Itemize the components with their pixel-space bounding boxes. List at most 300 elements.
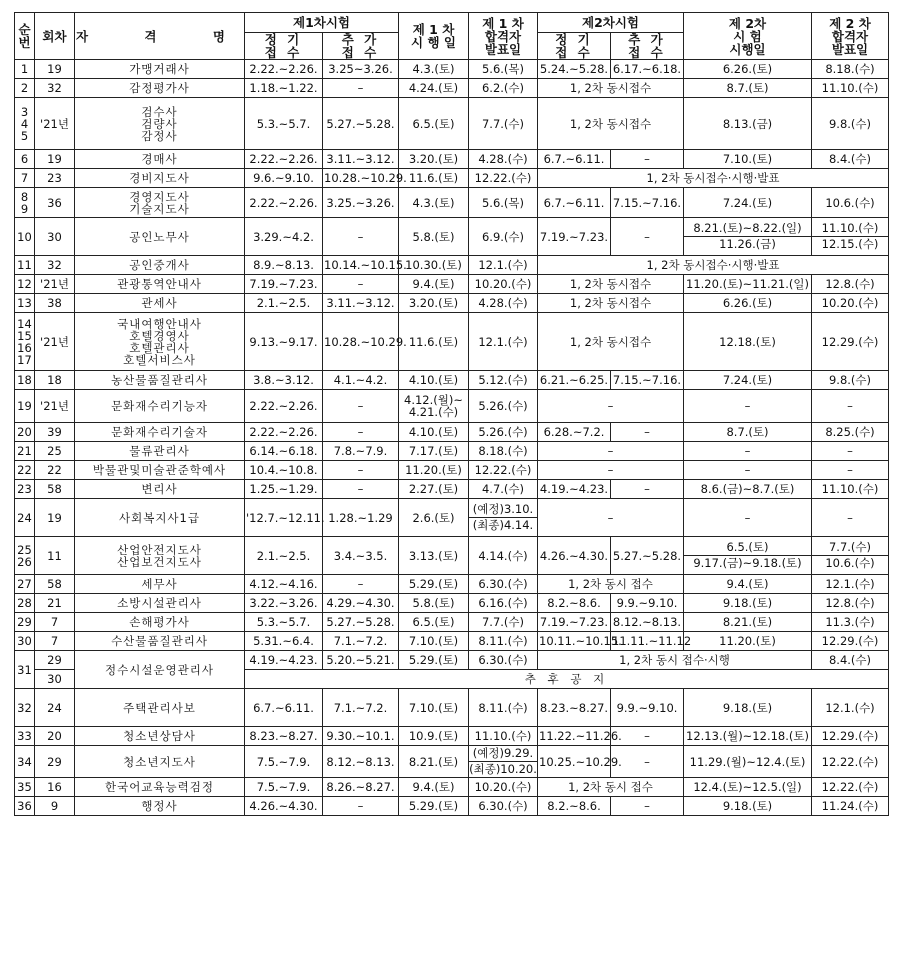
cell-round: 7 [35, 632, 75, 651]
cell-exam1-regular: 2.22.~2.26. [245, 60, 323, 79]
cell-exam1-add: 7.1.~7.2. [323, 689, 399, 727]
cell-exam1-date: 5.29.(토) [399, 651, 469, 670]
cell-exam2-result: 9.8.(수) [812, 98, 889, 150]
cell-round: 30 [35, 218, 75, 256]
cell-exam1-result: 12.1.(수) [469, 313, 538, 371]
cell-exam1-date: 7.17.(토) [399, 442, 469, 461]
cell-exam1-regular: 5.3.~5.7. [245, 613, 323, 632]
cell-exam1-add: 1.28.~1.29 [323, 499, 399, 537]
cell-exam2-combined: 1, 2차 동시 접수 [538, 575, 684, 594]
cell-exam1-add: 5.27.~5.28. [323, 613, 399, 632]
cell-exam2-result [812, 218, 889, 256]
header-name: 자 격 명 [75, 13, 245, 60]
table-row [15, 98, 889, 150]
table-row [15, 797, 889, 816]
cell-exam1-result: 4.14.(수) [469, 537, 538, 575]
cell-exam1-regular: 8.23.~8.27. [245, 727, 323, 746]
cell-exam2-date: 7.24.(토) [684, 188, 812, 218]
table-row [15, 594, 889, 613]
cell-exam2-regular: 6.7.~6.11. [538, 188, 611, 218]
cell-seq: 25 26 [15, 537, 35, 575]
cell-name: 경비지도사 [75, 169, 245, 188]
cell-exam1-regular: 5.31.~6.4. [245, 632, 323, 651]
cell-exam2-result: 8.4.(수) [812, 651, 889, 670]
cell-round: 19 [35, 150, 75, 169]
cell-exam1-regular: 8.9.~8.13. [245, 256, 323, 275]
cell-exam2-combined: 1, 2차 동시접수·시행·발표 [538, 169, 889, 188]
cell-seq: 11 [15, 256, 35, 275]
cell-round: '21년 [35, 313, 75, 371]
cell-seq: 12 [15, 275, 35, 294]
cell-exam1-regular: 7.5.~7.9. [245, 778, 323, 797]
cell-exam1-result: 12.22.(수) [469, 461, 538, 480]
cell-exam1-date: 10.30.(토) [399, 256, 469, 275]
cell-exam2-date: 12.18.(토) [684, 313, 812, 371]
cell-exam1-result: 5.12.(수) [469, 371, 538, 390]
cell-exam1-date: 10.9.(토) [399, 727, 469, 746]
cell-seq: 27 [15, 575, 35, 594]
cell-round: 20 [35, 727, 75, 746]
table-row [15, 461, 889, 480]
cell-exam2-add: 9.9.~9.10. [611, 594, 684, 613]
cell-exam2-combined: 1, 2차 동시접수·시행·발표 [538, 256, 889, 275]
cell-exam1-date: 2.27.(토) [399, 480, 469, 499]
cell-exam1-result: 12.22.(수) [469, 169, 538, 188]
cell-exam2-result: 12.29.(수) [812, 632, 889, 651]
cell-seq: 24 [15, 499, 35, 537]
cell-round: 58 [35, 480, 75, 499]
cell-name: 청소년상담사 [75, 727, 245, 746]
cell-name: 경영지도사 기술지도사 [75, 188, 245, 218]
cell-name: 수산물품질관리사 [75, 632, 245, 651]
header-exam1-date: 제 1 차 시 행 일 [399, 13, 469, 60]
cell-exam1-regular: 2.22.~2.26. [245, 423, 323, 442]
cell-exam2-date: 11.29.(월)~12.4.(토) [684, 746, 812, 778]
cell-seq: 30 [15, 632, 35, 651]
cell-exam2-regular: 8.23.~8.27. [538, 689, 611, 727]
cell-round: '21년 [35, 98, 75, 150]
cell-seq: 2 [15, 79, 35, 98]
cell-round: 32 [35, 256, 75, 275]
cell-name: 소방시설관리사 [75, 594, 245, 613]
cell-name: 경매사 [75, 150, 245, 169]
table-row [15, 480, 889, 499]
cell-exam1-add: 5.20.~5.21. [323, 651, 399, 670]
header-exam2-regular: 정 기 접 수 [538, 33, 611, 60]
cell-name: 농산물품질관리사 [75, 371, 245, 390]
cell-exam2-result: 10.20.(수) [812, 294, 889, 313]
cell-round: 39 [35, 423, 75, 442]
cell-round: 19 [35, 60, 75, 79]
cell-name: 변리사 [75, 480, 245, 499]
cell-exam1-result: 12.1.(수) [469, 256, 538, 275]
cell-exam2-add: – [611, 797, 684, 816]
cell-exam1-add: 10.28.~10.29. [323, 313, 399, 371]
cell-exam2-date: 9.18.(토) [684, 594, 812, 613]
cell-exam1-add: 7.8.~7.9. [323, 442, 399, 461]
cell-exam2-regular: 4.26.~4.30. [538, 537, 611, 575]
cell-exam2-result: – [812, 461, 889, 480]
cell-exam1-regular: 2.22.~2.26. [245, 150, 323, 169]
cell-exam2-date: – [684, 390, 812, 423]
cell-exam1-add: – [323, 480, 399, 499]
header-exam2-date: 제 2차 시 험 시행일 [684, 13, 812, 60]
schedule-body [15, 60, 889, 816]
cell-exam2-result-bottom: 10.6.(수) [825, 556, 875, 570]
cell-exam1-result: 5.6.(목) [469, 188, 538, 218]
cell-exam2-add: – [611, 746, 684, 778]
schedule-table-wrapper [14, 12, 888, 816]
cell-round: 24 [35, 689, 75, 727]
cell-seq: 3 4 5 [15, 98, 35, 150]
cell-exam2-date: 8.21.(토) [684, 613, 812, 632]
cell-exam1-regular: 6.14.~6.18. [245, 442, 323, 461]
cell-exam2-combined: 1, 2차 동시접수 [538, 275, 684, 294]
cell-exam1-add: 8.26.~8.27. [323, 778, 399, 797]
cell-exam1-regular: 3.22.~3.26. [245, 594, 323, 613]
cell-exam2-combined: – [538, 499, 684, 537]
cell-exam1-result-top: (예정)9.29. [469, 746, 537, 762]
cell-exam2-date: 12.13.(월)~12.18.(토) [684, 727, 812, 746]
cell-exam2-result-top: 7.7.(수) [812, 540, 888, 556]
table-row [15, 423, 889, 442]
cell-exam2-date: 7.24.(토) [684, 371, 812, 390]
cell-exam2-date: 6.26.(토) [684, 294, 812, 313]
cell-exam2-date: 8.13.(금) [684, 98, 812, 150]
cell-seq: 20 [15, 423, 35, 442]
cell-exam1-regular: 10.4.~10.8. [245, 461, 323, 480]
table-row [15, 575, 889, 594]
cell-seq: 6 [15, 150, 35, 169]
cell-exam1-date: 11.6.(토) [399, 313, 469, 371]
cell-exam1-add: 10.14.~10.15. [323, 256, 399, 275]
cell-exam1-add: 3.25.~3.26. [323, 188, 399, 218]
cell-exam1-result: 8.18.(수) [469, 442, 538, 461]
table-row [15, 499, 889, 537]
cell-exam1-result [469, 746, 538, 778]
cell-exam2-date-top: 6.5.(토) [684, 540, 811, 556]
cell-exam1-date: 6.5.(토) [399, 613, 469, 632]
table-row [15, 188, 889, 218]
cell-exam1-date: 5.29.(토) [399, 575, 469, 594]
cell-seq: 28 [15, 594, 35, 613]
cell-name: 박물관및미술관준학예사 [75, 461, 245, 480]
cell-exam1-date: 4.12.(월)~ 4.21.(수) [399, 390, 469, 423]
cell-seq: 10 [15, 218, 35, 256]
cell-exam1-date: 4.3.(토) [399, 188, 469, 218]
cell-exam2-add: – [611, 218, 684, 256]
cell-name: 사회복지사1급 [75, 499, 245, 537]
cell-exam1-result: 4.7.(수) [469, 480, 538, 499]
table-row [15, 778, 889, 797]
cell-exam1-regular: 3.8.~3.12. [245, 371, 323, 390]
cell-exam2-date: 9.18.(토) [684, 797, 812, 816]
cell-name: 검수사 검량사 감정사 [75, 98, 245, 150]
cell-name: 문화재수리기술자 [75, 423, 245, 442]
table-row [15, 727, 889, 746]
cell-exam2-date: 9.18.(토) [684, 689, 812, 727]
cell-exam2-result: 12.29.(수) [812, 727, 889, 746]
cell-exam2-combined: – [538, 461, 684, 480]
cell-exam1-date: 7.10.(토) [399, 689, 469, 727]
cell-name: 주택관리사보 [75, 689, 245, 727]
cell-name: 청소년지도사 [75, 746, 245, 778]
cell-exam1-regular: 3.29.~4.2. [245, 218, 323, 256]
cell-exam2-result: – [812, 442, 889, 461]
cell-seq: 19 [15, 390, 35, 423]
cell-round: 32 [35, 79, 75, 98]
cell-exam2-result: – [812, 499, 889, 537]
cell-exam2-result: 12.8.(수) [812, 594, 889, 613]
cell-round: 21 [35, 594, 75, 613]
cell-seq: 14 15 16 17 [15, 313, 35, 371]
cell-exam1-add: – [323, 79, 399, 98]
cell-exam1-add: 4.29.~4.30. [323, 594, 399, 613]
cell-later-notice: 추 후 공 지 [245, 670, 889, 689]
cell-exam2-result: 12.22.(수) [812, 778, 889, 797]
table-row [15, 275, 889, 294]
cell-exam1-add: 4.1.~4.2. [323, 371, 399, 390]
cell-exam1-result: 8.11.(수) [469, 689, 538, 727]
cell-exam2-date: – [684, 461, 812, 480]
cell-exam2-result: 11.24.(수) [812, 797, 889, 816]
cell-exam2-date: 11.20.(토)~11.21.(일) [684, 275, 812, 294]
cell-exam1-result: 4.28.(수) [469, 150, 538, 169]
cell-exam1-add: 3.4.~3.5. [323, 537, 399, 575]
cell-exam1-date: 9.4.(토) [399, 778, 469, 797]
cell-exam2-result: 8.25.(수) [812, 423, 889, 442]
cell-exam2-result-bottom: 12.15.(수) [821, 237, 879, 251]
cell-exam1-date: 8.21.(토) [399, 746, 469, 778]
cell-exam2-regular: 8.2.~8.6. [538, 797, 611, 816]
cell-exam1-result [469, 499, 538, 537]
cell-exam1-result: 10.20.(수) [469, 778, 538, 797]
cell-name: 세무사 [75, 575, 245, 594]
cell-exam2-date: 8.7.(토) [684, 423, 812, 442]
cell-exam1-result: 6.30.(수) [469, 575, 538, 594]
cell-exam1-result: 4.28.(수) [469, 294, 538, 313]
cell-name: 산업안전지도사 산업보건지도사 [75, 537, 245, 575]
table-row [15, 313, 889, 371]
cell-round: 9 [35, 797, 75, 816]
cell-exam1-result: 6.2.(수) [469, 79, 538, 98]
cell-exam1-add: – [323, 461, 399, 480]
header-exam2-add: 추 가 접 수 [611, 33, 684, 60]
cell-exam1-date: 7.10.(토) [399, 632, 469, 651]
cell-exam1-regular: 1.18.~1.22. [245, 79, 323, 98]
cell-exam2-result: 10.6.(수) [812, 188, 889, 218]
cell-exam2-add: 6.17.~6.18. [611, 60, 684, 79]
cell-exam2-combined: – [538, 442, 684, 461]
cell-seq: 29 [15, 613, 35, 632]
cell-exam1-date: 4.10.(토) [399, 371, 469, 390]
cell-exam1-add: – [323, 797, 399, 816]
cell-exam1-result: 6.9.(수) [469, 218, 538, 256]
cell-exam2-regular: 6.7.~6.11. [538, 150, 611, 169]
cell-seq: 23 [15, 480, 35, 499]
cell-exam1-result: 7.7.(수) [469, 613, 538, 632]
cell-exam1-regular: 7.19.~7.23. [245, 275, 323, 294]
table-row [15, 390, 889, 423]
cell-exam2-date: 11.20.(토) [684, 632, 812, 651]
cell-exam2-add: 7.15.~7.16. [611, 371, 684, 390]
table-row [15, 537, 889, 575]
cell-name: 한국어교육능력검정 [75, 778, 245, 797]
cell-seq: 36 [15, 797, 35, 816]
cell-exam1-add: 10.28.~10.29. [323, 169, 399, 188]
table-row [15, 689, 889, 727]
cell-name: 손해평가사 [75, 613, 245, 632]
cell-exam2-result: 12.29.(수) [812, 313, 889, 371]
cell-exam2-combined: 1, 2차 동시접수 [538, 294, 684, 313]
cell-exam1-result: 10.20.(수) [469, 275, 538, 294]
cell-exam2-date-bottom: 11.26.(금) [719, 237, 776, 251]
table-row [15, 651, 889, 670]
cell-round: 16 [35, 778, 75, 797]
cell-exam2-result [812, 537, 889, 575]
cell-exam2-add: – [611, 423, 684, 442]
cell-exam2-regular: 10.11.~10.15. [538, 632, 611, 651]
cell-exam2-add: – [611, 480, 684, 499]
cell-exam1-date: 5.29.(토) [399, 797, 469, 816]
cell-exam2-regular: 10.25.~10.29. [538, 746, 611, 778]
cell-exam2-regular: 6.28.~7.2. [538, 423, 611, 442]
cell-exam2-result: 12.22.(수) [812, 746, 889, 778]
cell-exam1-add: 9.30.~10.1. [323, 727, 399, 746]
cell-seq: 18 [15, 371, 35, 390]
cell-round: 29 [35, 746, 75, 778]
cell-exam2-regular: 4.19.~4.23. [538, 480, 611, 499]
cell-exam2-regular: 7.19.~7.23. [538, 218, 611, 256]
table-row [15, 746, 889, 778]
cell-round: 36 [35, 188, 75, 218]
cell-exam1-regular: 2.22.~2.26. [245, 188, 323, 218]
cell-seq: 22 [15, 461, 35, 480]
header-exam1: 제1차시험 [245, 13, 399, 33]
cell-name: 관광통역안내사 [75, 275, 245, 294]
cell-exam1-add: – [323, 218, 399, 256]
cell-round: 11 [35, 537, 75, 575]
cell-exam1-result: 5.26.(수) [469, 390, 538, 423]
cell-exam1-date: 3.20.(토) [399, 294, 469, 313]
cell-exam2-result: 8.4.(수) [812, 150, 889, 169]
cell-exam2-regular: 11.22.~11.26. [538, 727, 611, 746]
cell-name: 공인중개사 [75, 256, 245, 275]
cell-seq: 33 [15, 727, 35, 746]
table-row [15, 79, 889, 98]
cell-seq: 34 [15, 746, 35, 778]
cell-round: 19 [35, 499, 75, 537]
cell-exam2-date-bottom: 9.17.(금)~9.18.(토) [693, 556, 802, 570]
cell-exam1-regular: '12.7.~12.11. [245, 499, 323, 537]
cell-round: 18 [35, 371, 75, 390]
cell-name: 감정평가사 [75, 79, 245, 98]
cell-exam1-result: 5.6.(목) [469, 60, 538, 79]
cell-name: 정수시설운영관리사 [75, 651, 245, 689]
cell-exam1-add: – [323, 390, 399, 423]
cell-exam1-add: 3.11.~3.12. [323, 294, 399, 313]
cell-exam1-regular: 5.3.~5.7. [245, 98, 323, 150]
cell-exam1-date: 5.8.(토) [399, 218, 469, 256]
cell-exam2-date: 7.10.(토) [684, 150, 812, 169]
cell-exam2-result-top: 11.10.(수) [812, 221, 888, 237]
cell-exam1-regular: 2.1.~2.5. [245, 537, 323, 575]
cell-exam2-add: – [611, 727, 684, 746]
cell-exam2-add: – [611, 150, 684, 169]
cell-exam1-date: 2.6.(토) [399, 499, 469, 537]
cell-seq: 13 [15, 294, 35, 313]
cell-exam2-combined: 1, 2차 동시접수 [538, 79, 684, 98]
cell-exam1-date: 3.13.(토) [399, 537, 469, 575]
cell-exam1-regular: 4.12.~4.16. [245, 575, 323, 594]
cell-seq: 35 [15, 778, 35, 797]
table-row [15, 442, 889, 461]
cell-round: 30 [35, 670, 75, 689]
cell-exam2-combined: 1, 2차 동시접수 [538, 98, 684, 150]
table-row [15, 294, 889, 313]
cell-exam1-date: 3.20.(토) [399, 150, 469, 169]
header-exam2: 제2차시험 [538, 13, 684, 33]
header-round: 회차 [35, 13, 75, 60]
cell-exam2-result: 12.1.(수) [812, 689, 889, 727]
cell-exam1-add: – [323, 423, 399, 442]
cell-exam2-result: 12.1.(수) [812, 575, 889, 594]
cell-exam2-combined: 1, 2차 동시 접수·시행 [538, 651, 812, 670]
cell-exam2-date: 9.4.(토) [684, 575, 812, 594]
header-exam2-result: 제 2 차 합격자 발표일 [812, 13, 889, 60]
cell-round: 22 [35, 461, 75, 480]
cell-name: 가맹거래사 [75, 60, 245, 79]
cell-name: 관세사 [75, 294, 245, 313]
table-row [15, 218, 889, 256]
cell-exam1-date: 6.5.(토) [399, 98, 469, 150]
cell-exam1-date: 4.24.(토) [399, 79, 469, 98]
table-row [15, 150, 889, 169]
cell-exam2-add: 8.12.~8.13. [611, 613, 684, 632]
cell-round: 7 [35, 613, 75, 632]
cell-exam2-date: 8.7.(토) [684, 79, 812, 98]
cell-exam1-result-bottom: (최종)10.20. [469, 762, 537, 776]
cell-round: 38 [35, 294, 75, 313]
cell-exam2-result: 9.8.(수) [812, 371, 889, 390]
cell-name: 행정사 [75, 797, 245, 816]
cell-exam1-date: 5.8.(토) [399, 594, 469, 613]
cell-name: 문화재수리기능자 [75, 390, 245, 423]
cell-exam2-combined: 1, 2차 동시접수 [538, 313, 684, 371]
cell-seq: 1 [15, 60, 35, 79]
table-row [15, 60, 889, 79]
cell-exam1-regular: 1.25.~1.29. [245, 480, 323, 499]
cell-exam2-date: 6.26.(토) [684, 60, 812, 79]
cell-seq: 7 [15, 169, 35, 188]
cell-exam1-add: 5.27.~5.28. [323, 98, 399, 150]
cell-exam1-regular: 2.22.~2.26. [245, 390, 323, 423]
cell-exam2-result: – [812, 390, 889, 423]
cell-exam2-date: 12.4.(토)~12.5.(일) [684, 778, 812, 797]
cell-exam2-regular: 5.24.~5.28. [538, 60, 611, 79]
cell-exam1-result: 6.16.(수) [469, 594, 538, 613]
cell-exam1-add: 3.11.~3.12. [323, 150, 399, 169]
cell-round: '21년 [35, 275, 75, 294]
table-row [15, 632, 889, 651]
cell-exam1-add: 8.12.~8.13. [323, 746, 399, 778]
cell-exam1-result: 6.30.(수) [469, 651, 538, 670]
cell-seq: 32 [15, 689, 35, 727]
cell-exam2-date-top: 8.21.(토)~8.22.(일) [684, 221, 811, 237]
cell-exam2-date: 8.6.(금)~8.7.(토) [684, 480, 812, 499]
header-seq: 순번 [15, 13, 35, 60]
cell-exam2-result: 12.8.(수) [812, 275, 889, 294]
